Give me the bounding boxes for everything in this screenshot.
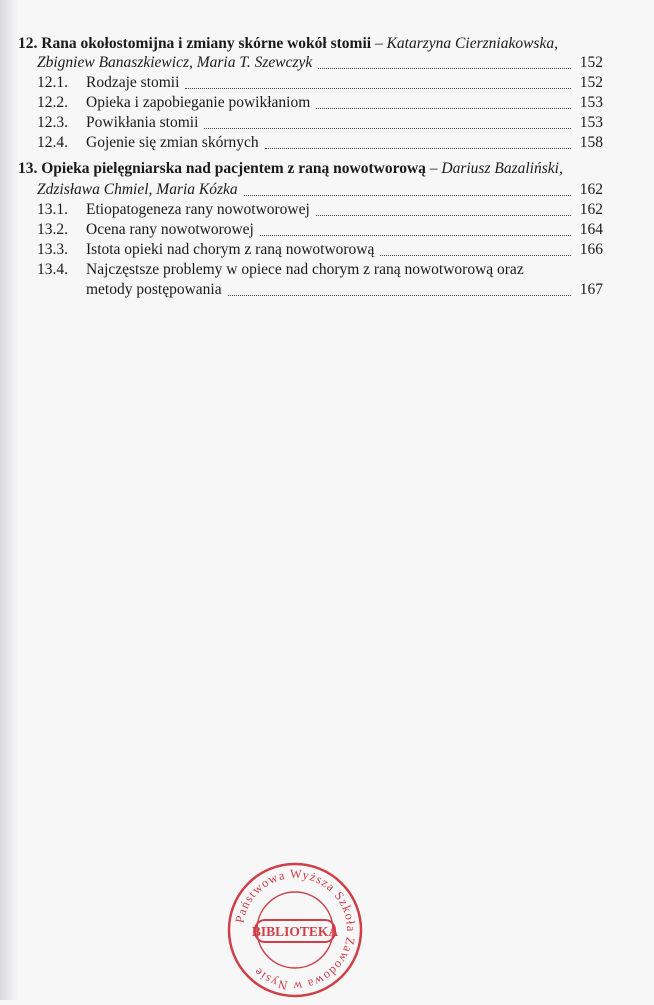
section-title: Najczęstsze problemy w opiece nad chorym z raną nowotworową oraz: [86, 261, 524, 278]
chapter-12-heading[interactable]: [18, 34, 558, 54]
page-number: 152: [579, 54, 603, 71]
chapter-13-heading[interactable]: [18, 159, 563, 179]
toc-entry-12-3[interactable]: [37, 113, 603, 133]
chapter-authors: Dariusz Bazaliński,: [441, 160, 563, 177]
dot-leader: [204, 128, 571, 129]
chapter-number: 13.: [18, 160, 38, 177]
section-number: 13.1.: [37, 201, 68, 218]
dot-leader: [265, 148, 571, 149]
page-number: 158: [579, 134, 603, 151]
section-title: Ocena rany nowotworowej: [86, 221, 254, 238]
toc-entry-12-1[interactable]: [37, 73, 603, 93]
page-number: 152: [579, 74, 603, 91]
dash: –: [425, 160, 442, 177]
page-number: 162: [579, 181, 603, 198]
page-number: 166: [579, 241, 603, 258]
library-stamp: [225, 860, 365, 1000]
toc-entry-12-2[interactable]: [37, 93, 603, 113]
page-edge-shadow: [0, 0, 18, 1000]
dot-leader: [316, 108, 571, 109]
chapter-authors: Katarzyna Cierzniakowska,: [386, 35, 558, 52]
toc-entry-12-4[interactable]: [37, 133, 603, 153]
toc-entry-13-4[interactable]: [37, 260, 524, 280]
section-title: Etiopatogeneza rany nowotworowej: [86, 201, 310, 218]
chapter-authors: Zbigniew Banaszkiewicz, Maria T. Szewczyk: [37, 54, 313, 71]
chapter-title: Opieka pielęgniarska nad pacjentem z raną nowotworową: [41, 160, 426, 177]
section-title: Rodzaje stomii: [86, 74, 180, 91]
dot-leader: [228, 295, 571, 296]
page-number: 167: [579, 281, 603, 298]
section-number: 12.3.: [37, 114, 68, 131]
section-number: 13.3.: [37, 241, 68, 258]
section-title: metody postępowania: [86, 281, 222, 298]
dot-leader: [318, 68, 571, 69]
section-number: 13.4.: [37, 261, 68, 278]
section-title: Istota opieki nad chorym z raną nowotworową: [86, 241, 375, 258]
toc-entry-13-2[interactable]: [37, 220, 603, 240]
dot-leader: [260, 235, 571, 236]
page-number: 153: [579, 114, 603, 131]
stamp-ring-text: Państwowa Wyższa Szkoła Zawodowa w Nysie: [232, 866, 359, 994]
section-number: 12.4.: [37, 134, 68, 151]
section-title: Opieka i zapobieganie powikłaniom: [86, 94, 311, 111]
section-title: Powikłania stomii: [86, 114, 199, 131]
section-number: 13.2.: [37, 221, 68, 238]
section-number: 12.2.: [37, 94, 68, 111]
stamp-seal-icon: [225, 860, 365, 1000]
toc-entry-13-4-continued[interactable]: [86, 280, 603, 300]
chapter-title: Rana okołostomijna i zmiany skórne wokół stomii: [41, 35, 372, 52]
page-number: 162: [579, 201, 603, 218]
dot-leader: [380, 255, 571, 256]
page-number: 164: [579, 221, 603, 238]
page-number: 153: [579, 94, 603, 111]
dot-leader: [316, 215, 571, 216]
dot-leader: [185, 88, 571, 89]
dash: –: [371, 35, 387, 52]
dot-leader: [244, 195, 571, 196]
chapter-13-authors-line[interactable]: [37, 180, 603, 200]
section-title: Gojenie się zmian skórnych: [86, 134, 259, 151]
stamp-center-text: BIBLIOTEKA: [251, 924, 339, 939]
chapter-number: 12.: [18, 35, 38, 52]
toc-entry-13-1[interactable]: [37, 200, 603, 220]
chapter-12-authors-line[interactable]: [37, 53, 603, 73]
section-number: 12.1.: [37, 74, 68, 91]
toc-entry-13-3[interactable]: [37, 240, 603, 260]
chapter-authors: Zdzisława Chmiel, Maria Kózka: [37, 181, 238, 198]
